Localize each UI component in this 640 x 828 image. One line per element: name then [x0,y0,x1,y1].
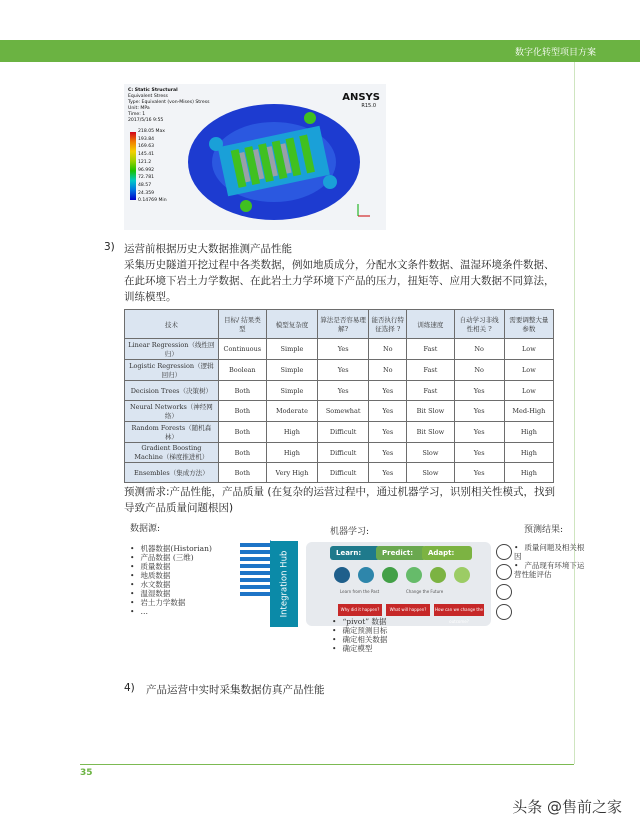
table-cell: Both [218,422,266,443]
arrow-icon [240,550,270,554]
color-scale-bar [130,132,136,200]
stress-simulation-image [124,84,386,230]
list-item: • 确定预测目标 [332,626,482,635]
hub-label: Integration Hub [279,550,289,618]
table-cell: Yes [317,381,368,401]
table-cell: Logistic Regression（逻辑回归） [125,360,219,381]
phase-learn: Learn: [330,546,380,560]
table-cell: Yes [317,360,368,381]
column-header: 训练速度 [407,310,454,339]
table-cell: Yes [454,463,504,483]
table-cell: Linear Regression（线性回归） [125,339,219,360]
table-row [125,339,554,360]
table-cell: Difficult [317,422,368,443]
predict-icon [406,567,422,583]
table-cell: Ensembles（集成方法） [125,463,219,483]
ml-process-panel [306,542,491,626]
legend-line: Time: 1 [128,112,146,117]
legend-value: 72.781 [138,175,155,181]
list-item: • 机器数据(Historian) [130,544,240,553]
section-body: 采集历史隧道开挖过程中各类数据，例如地质成分，分配水文条件数据、温湿环境条件数据、在此环境下岩土力学数据、在此岩土力学环境下产品的压力，扭矩等、应用大数据不同算法，训练模型。 [124,259,555,303]
list-item: • “pivot” 数据 [332,617,482,626]
source-title: 数据源: [130,524,161,534]
table-cell: Decision Trees（决策树） [125,381,219,401]
column-header: 技术 [125,310,219,339]
column-header: 模型复杂度 [266,310,317,339]
panel-note: Learn from the Past [340,589,380,594]
legend-line: C: Static Structural [128,88,178,93]
page-number: 35 [80,768,93,778]
column-header: 算法是否容易理解? [317,310,368,339]
legend-value: 193.84 [138,136,155,142]
table-cell: No [369,360,407,381]
arrow-icon [240,557,270,561]
table-cell: High [266,443,317,463]
ml-title: 机器学习: [330,527,370,537]
table-cell: Yes [369,463,407,483]
column-header: 能否执行特征选择 ? [369,310,407,339]
legend-value: 121.2 [138,159,152,165]
ml-steps-list [332,617,482,653]
ansys-logo: ANSYS [342,92,380,103]
table-cell: Both [218,381,266,401]
table-cell: No [454,360,504,381]
predict-icon [382,567,398,583]
table-cell: Somewhat [317,401,368,422]
output-icon [496,544,512,560]
source-list [130,544,240,616]
table-cell: Random Forests（随机森林） [125,422,219,443]
table-cell: Yes [369,422,407,443]
section-heading: 运营前根据历史大数据推测产品性能 [124,243,292,255]
table-cell: Very High [266,463,317,483]
table-row [125,463,554,483]
list-item: • 质量数据 [130,562,240,571]
table-cell: Gradient Boosting Machine（梯度推进机） [125,443,219,463]
table-cell: Difficult [317,463,368,483]
table-row [125,381,554,401]
list-item: • … [130,607,240,616]
table-row [125,422,554,443]
table-row [125,443,554,463]
table-cell: No [369,339,407,360]
learn-icon [358,567,374,583]
legend-value: 24.359 [138,190,155,196]
arrow-icon [240,564,270,568]
arrow-icon [240,543,270,547]
arrow-icon [240,578,270,582]
table-cell: Yes [454,422,504,443]
prediction-text: 预测需求:产品性能，产品质量 (在复杂的运营过程中，通过机器学习，识别相关性模式，找到导致产品质量问题根因) [124,486,555,514]
legend-value: 0.14769 Min [138,198,167,204]
integration-hub [270,541,298,627]
table-cell: Yes [369,381,407,401]
table-cell: Yes [317,339,368,360]
input-arrows [240,540,270,610]
table-cell: Yes [369,401,407,422]
table-cell: Both [218,463,266,483]
list-item: • 质量问题及相关根因 [514,543,588,561]
table-cell: High [504,422,553,443]
list-item: • 产品数据 (三维) [130,553,240,562]
table-cell: Simple [266,360,317,381]
table-cell: Moderate [266,401,317,422]
table-cell: Difficult [317,443,368,463]
question-box: Why did it happen? [338,604,382,616]
ansys-version: R15.0 [361,103,376,109]
table-cell: Boolean [218,360,266,381]
table-cell: Slow [407,443,454,463]
table-cell: Low [504,381,553,401]
phase-adapt: Adapt: [422,546,472,560]
table-cell: Both [218,443,266,463]
table-cell: Med-High [504,401,553,422]
phase-predict: Predict: [376,546,426,560]
question-box: How can we change the outcome? [434,604,484,616]
output-icon [496,584,512,600]
table-cell: Bit Slow [407,422,454,443]
table-cell: Yes [454,401,504,422]
result-title: 预测结果: [524,525,564,535]
watermark: 头条 @售前之家 [512,798,622,816]
legend-value: 48.57 [138,182,152,188]
list-item: • 温湿数据 [130,589,240,598]
output-icons [493,540,513,630]
legend-line: Equivalent Stress [128,94,168,99]
table-cell: Bit Slow [407,401,454,422]
list-item: • 产品现有环境下运营性能评估 [514,561,588,579]
table-cell: Low [504,339,553,360]
arrow-icon [240,592,270,596]
table-cell: Both [218,401,266,422]
arrow-icon [240,585,270,589]
table-row [125,401,554,422]
list-item: • 确定模型 [332,644,482,653]
panel-note: Change the Future [406,589,444,594]
legend-line: 2017/5/16 9:55 [128,118,164,123]
table-cell: No [454,339,504,360]
table-cell: Simple [266,381,317,401]
table-cell: Simple [266,339,317,360]
output-icon [496,564,512,580]
header-title: 数字化转型项目方案 [514,48,596,58]
column-header: 自动学习非线性相关 ? [454,310,504,339]
legend-line: Type: Equivalent (von-Mises) Stress [128,100,210,105]
table-cell: High [266,422,317,443]
legend-value: 218.05 Max [138,129,166,134]
legend-value: 145.41 [138,152,155,158]
footer-rule [80,764,574,765]
table-cell: Yes [454,381,504,401]
table-cell: Neural Networks（神经网络） [125,401,219,422]
table-row [125,360,554,381]
table-cell: Slow [407,463,454,483]
legend-value: 169.63 [138,144,155,150]
list-item: • 确定相关数据 [332,635,482,644]
legend-line: Unit: MPa [128,106,150,111]
list-item: • 岩土力学数据 [130,598,240,607]
section-number: 3) [104,241,115,253]
table-header-row [125,310,554,339]
table-cell: High [504,463,553,483]
column-header: 目标/ 结果类型 [218,310,266,339]
result-list [514,543,588,579]
adapt-icon [454,567,470,583]
question-box: What will happen? [386,604,430,616]
list-item: • 水文数据 [130,580,240,589]
section-heading: 产品运营中实时采集数据仿真产品性能 [146,684,325,696]
ml-comparison-table [124,309,554,483]
adapt-icon [430,567,446,583]
table-cell: Fast [407,381,454,401]
table-cell: Yes [369,443,407,463]
table-cell: Continuous [218,339,266,360]
legend-values [138,128,167,205]
table-cell: Fast [407,339,454,360]
table-cell: Yes [454,443,504,463]
list-item: • 地质数据 [130,571,240,580]
column-header: 需要调整大量参数 [504,310,553,339]
output-icon [496,604,512,620]
table-cell: Low [504,360,553,381]
learn-icon [334,567,350,583]
stress-legend [128,88,210,124]
section-number: 4) [124,682,135,694]
table-cell: High [504,443,553,463]
legend-value: 96.992 [138,167,155,173]
table-cell: Fast [407,360,454,381]
margin-rule [574,62,575,764]
arrow-icon [240,571,270,575]
